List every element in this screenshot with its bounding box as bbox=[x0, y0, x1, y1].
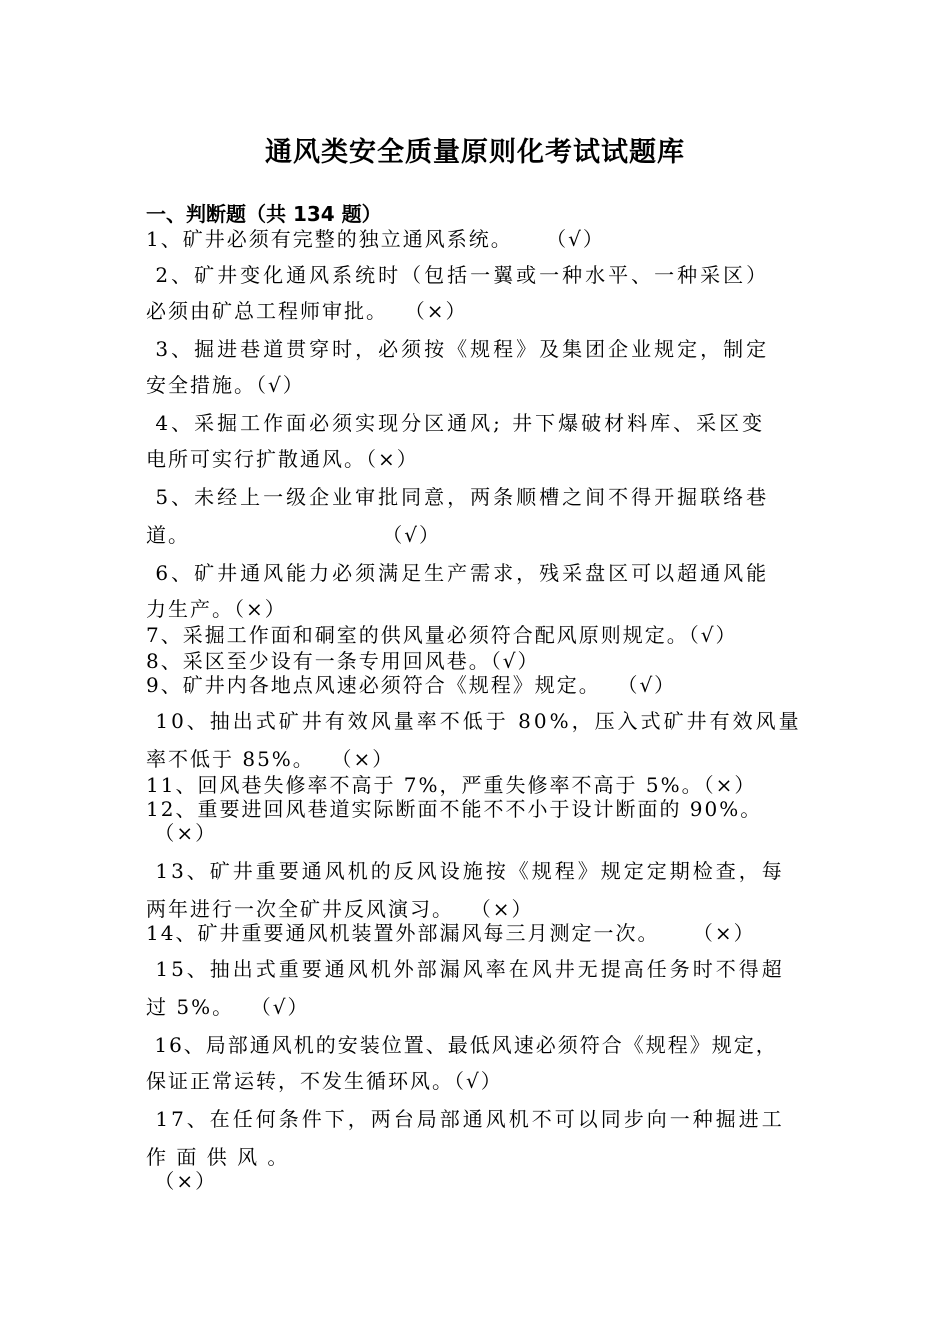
question-line: 安全措施。（√） bbox=[146, 373, 305, 397]
question-line: 2、矿井变化通风系统时（包括一翼或一种水平、一种采区） bbox=[146, 263, 770, 287]
question-line: 10、抽出式矿井有效风量率不低于 80%，压入式矿井有效风量 bbox=[146, 709, 802, 733]
question-line: 过 5%。 （√） bbox=[146, 995, 310, 1019]
question-line: （×） bbox=[146, 821, 218, 845]
question-line: 8、采区至少设有一条专用回风巷。（√） bbox=[146, 649, 540, 673]
question-line: 14、矿井重要通风机装置外部漏风每三月测定一次。 （×） bbox=[146, 921, 756, 945]
question-line: 1、矿井必须有完整的独立通风系统。 （√） bbox=[146, 227, 605, 251]
question-line: 6、矿井通风能力必须满足生产需求，残采盘区可以超通风能 bbox=[146, 561, 770, 585]
question-line: 必须由矿总工程师审批。 （×） bbox=[146, 299, 468, 323]
question-line: 11、回风巷失修率不高于 7%，严重失修率不高于 5%。（×） bbox=[146, 773, 757, 797]
question-line: 率不低于 85%。 （×） bbox=[146, 747, 395, 771]
question-line: 电所可实行扩散通风。（×） bbox=[146, 447, 419, 471]
page-title: 通风类安全质量原则化考试试题库 bbox=[265, 137, 685, 168]
question-line: 3、掘进巷道贯穿时，必须按《规程》及集团企业规定，制定 bbox=[146, 337, 770, 361]
question-line: 9、矿井内各地点风速必须符合《规程》规定。 （√） bbox=[146, 673, 677, 697]
question-line: 作 面 供 风 。 bbox=[146, 1145, 290, 1169]
section-heading: 一、判断题（共 134 题） bbox=[146, 202, 382, 226]
question-line: 5、未经上一级企业审批同意，两条顺槽之间不得开掘联络巷 bbox=[146, 485, 770, 509]
question-line: 17、在任何条件下，两台局部通风机不可以同步向一种掘进工 bbox=[146, 1107, 785, 1131]
question-line: （×） bbox=[146, 1169, 218, 1193]
question-line: 力生产。（×） bbox=[146, 597, 287, 621]
question-line: 12、重要进回风巷道实际断面不能不不小于设计断面的 90%。 bbox=[146, 797, 763, 821]
question-line: 7、采掘工作面和硐室的供风量必须符合配风原则规定。（√） bbox=[146, 623, 738, 647]
question-line: 15、抽出式重要通风机外部漏风率在风井无提高任务时不得超 bbox=[146, 957, 785, 981]
question-line: 两年进行一次全矿井反风演习。 （×） bbox=[146, 897, 534, 921]
question-line: 道。 （√） bbox=[146, 523, 441, 547]
question-line: 保证正常运转，不发生循环风。（√） bbox=[146, 1069, 503, 1093]
question-line: 13、矿井重要通风机的反风设施按《规程》规定定期检查，每 bbox=[146, 859, 785, 883]
question-line: 4、采掘工作面必须实现分区通风; 井下爆破材料库、采区变 bbox=[146, 411, 766, 435]
question-line: 16、局部通风机的安装位置、最低风速必须符合《规程》规定， bbox=[146, 1033, 778, 1057]
